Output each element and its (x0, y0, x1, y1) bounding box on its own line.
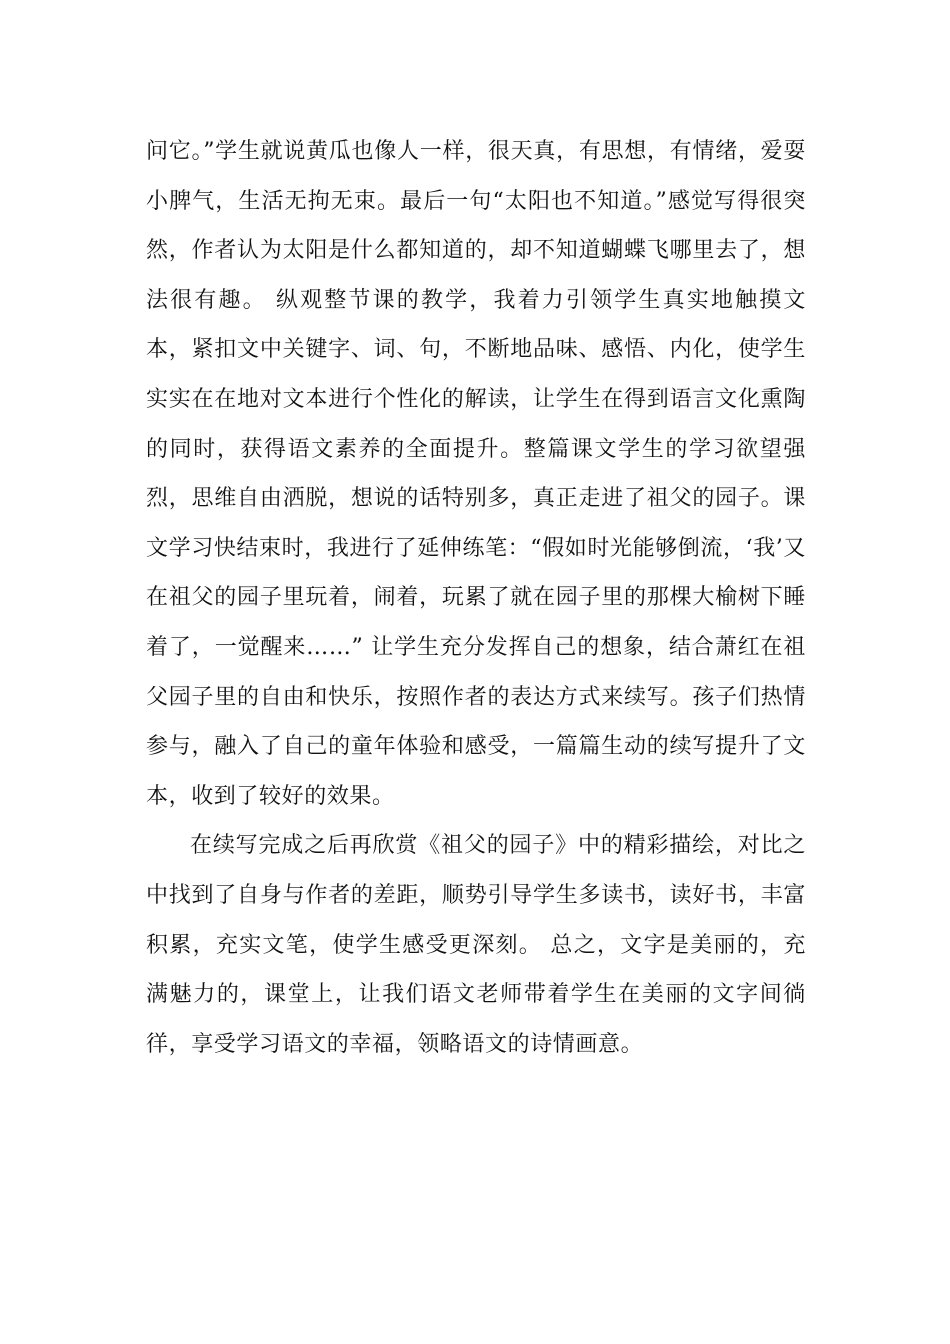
body-paragraph-conclusion: 在续写完成之后再欣赏《祖父的园子》中的精彩描绘，对比之中找到了自身与作者的差距，顺势引导学生多读书，读好书，丰富积累，充实文笔，使学生感受更深刻。 总之，文字是美丽的，充满魅力的，课堂上，让我们语文老师带着学生在美丽的文字间徜徉，享受学习语文的幸福，领略语文的诗情画意。 (146, 833, 806, 1057)
body-paragraph-continued: 问它。”学生就说黄瓜也像人一样，很天真，有思想，有情绪，爱耍小脾气，生活无拘无束。最后一句“太阳也不知道。”感觉写得很突然，作者认为太阳是什么都知道的，却不知道蝴蝶飞哪里去了，想法很有趣。 纵观整节课的教学，我着力引领学生真实地触摸文本，紧扣文中关键字、词、句，不断地品味、感悟、内化，使学生实实在在地对文本进行个性化的解读，让学生在得到语言文化熏陶的同时，获得语文素养的全面提升。整篇课文学生的学习欲望强烈，思维自由洒脱，想说的话特别多，真正走进了祖父的园子。课文学习快结束时，我进行了延伸练笔：“假如时光能够倒流，‘我’又在祖父的园子里玩着，闹着，玩累了就在园子里的那棵大榆树下睡着了，一觉醒来……” 让学生充分发挥自己的想象，结合萧红在祖父园子里的自由和快乐，按照作者的表达方式来续写。孩子们热情参与，融入了自己的童年体验和感受，一篇篇生动的续写提升了文本，收到了较好的效果。 (146, 139, 806, 809)
document-body (146, 127, 806, 1069)
